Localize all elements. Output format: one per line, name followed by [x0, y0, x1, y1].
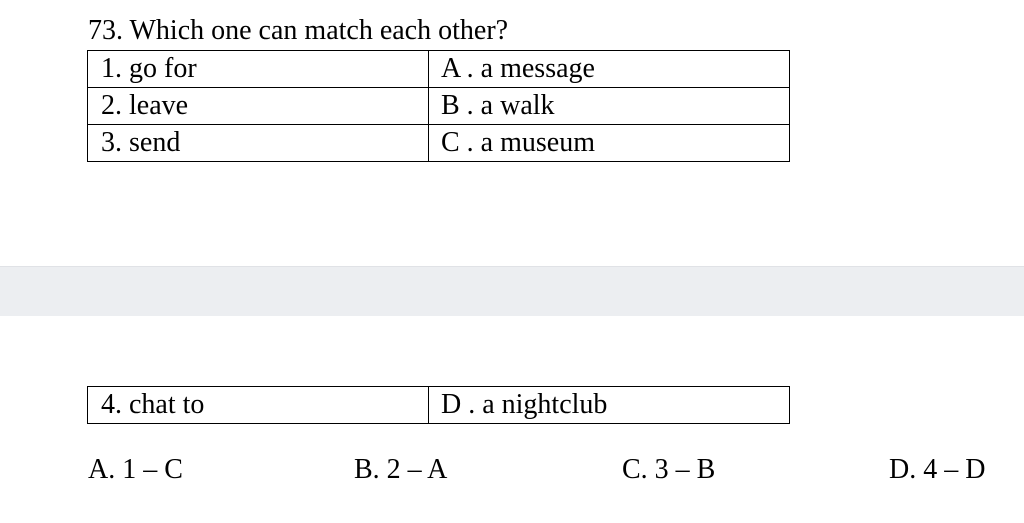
answer-option-c[interactable]: C. 3 – B	[622, 454, 716, 485]
right-cell: D . a nightclub	[429, 387, 790, 424]
page-separator	[0, 266, 1024, 316]
right-cell: B . a walk	[429, 88, 790, 125]
table-row	[88, 125, 790, 162]
left-cell: 2. leave	[88, 88, 429, 125]
table-row	[88, 88, 790, 125]
left-cell: 3. send	[88, 125, 429, 162]
left-cell: 4. chat to	[88, 387, 429, 424]
right-cell: A . a message	[429, 51, 790, 88]
answer-option-a[interactable]: A. 1 – C	[88, 454, 183, 485]
answer-option-d[interactable]: D. 4 – D	[889, 454, 986, 485]
matching-table-bottom	[87, 386, 790, 424]
matching-table-top	[87, 50, 790, 162]
table-row	[88, 51, 790, 88]
right-cell: C . a museum	[429, 125, 790, 162]
table-row	[88, 387, 790, 424]
answer-option-b[interactable]: B. 2 – A	[354, 454, 448, 485]
left-cell: 1. go for	[88, 51, 429, 88]
question-title: 73. Which one can match each other?	[88, 15, 509, 46]
